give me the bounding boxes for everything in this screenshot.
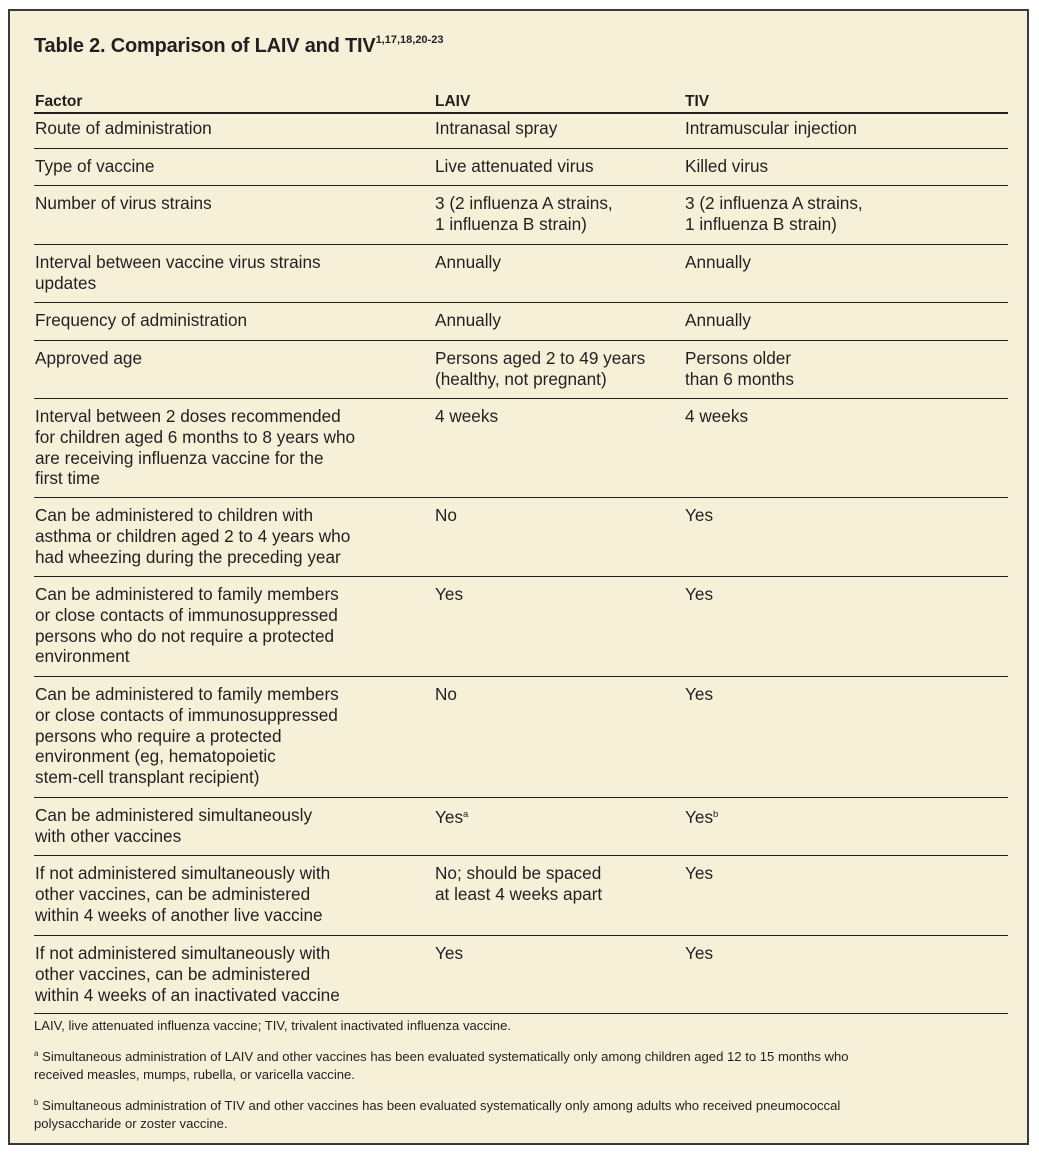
tiv-cell: Persons older than 6 months [685, 348, 794, 389]
factor-cell: Interval between 2 doses recommended for children aged 6 months to 8 years who are receiving influenza vaccine for the first time [35, 406, 356, 489]
table-row [34, 798, 1008, 856]
header-factor: Factor [35, 93, 83, 110]
footnote-a-text: Simultaneous administration of LAIV and other vaccines has been evaluated systematically only among children aged 12 to 15 months who received measles, mumps, rubella, or varicella vaccine. [34, 1048, 849, 1082]
table-header-row [34, 83, 1008, 114]
table-frame [8, 9, 1029, 1145]
tiv-cell: Annually [685, 252, 751, 272]
header-tiv: TIV [685, 93, 710, 110]
tiv-cell: 3 (2 influenza A strains, 1 influenza B strain) [685, 193, 863, 234]
table-row [34, 303, 1008, 341]
tiv-cell: Killed virus [685, 156, 769, 176]
factor-cell: Type of vaccine [35, 156, 155, 176]
footnote-a-mark: a [34, 1048, 39, 1058]
factor-cell: Can be administered to family members or close contacts of immunosuppressed persons who do not require a protected environment [35, 584, 339, 667]
tiv-cell: Yes [685, 584, 714, 604]
tiv-cell: Intramuscular injection [685, 118, 857, 138]
abbreviations-note: LAIV, live attenuated influenza vaccine; TIV, trivalent inactivated influenza vaccine. [34, 1018, 512, 1033]
table-row [34, 399, 1008, 498]
tiv-value: Yes [685, 807, 714, 827]
footnote-b [34, 1094, 994, 1134]
tiv-cell: 4 weeks [685, 406, 749, 426]
table-row [34, 114, 1008, 149]
laiv-cell: Persons aged 2 to 49 years (healthy, not pregnant) [435, 348, 646, 389]
laiv-cell: Yes [435, 943, 464, 963]
footnote-b-mark: b [34, 1097, 39, 1107]
table-title [34, 34, 443, 58]
table-row [34, 677, 1008, 798]
factor-cell: Can be administered to children with asthma or children aged 2 to 4 years who had wheezing during the preceding year [35, 505, 351, 567]
title-references: 1,17,18,20-23 [375, 34, 444, 46]
header-laiv: LAIV [435, 93, 471, 110]
factor-cell: If not administered simultaneously with other vaccines, can be administered within 4 weeks of another live vaccine [35, 863, 331, 925]
factor-cell: Can be administered to family members or close contacts of immunosuppressed persons who require a protected environment (eg, hematopoietic stem-cell transplant recipient) [35, 684, 339, 788]
tiv-cell: Annually [685, 310, 751, 330]
table-row [34, 856, 1008, 936]
tiv-cell [685, 805, 985, 828]
table-row [34, 149, 1008, 186]
tiv-cell: Yes [685, 863, 714, 883]
laiv-value: Yes [435, 807, 464, 827]
laiv-cell [435, 805, 680, 828]
laiv-cell: No [435, 505, 457, 525]
laiv-cell: No; should be spaced at least 4 weeks apart [435, 863, 603, 904]
factor-cell: If not administered simultaneously with other vaccines, can be administered within 4 weeks of an inactivated vaccine [35, 943, 340, 1005]
factor-cell: Interval between vaccine virus strains updates [35, 252, 321, 293]
factor-cell: Frequency of administration [35, 310, 248, 330]
factor-cell: Approved age [35, 348, 143, 368]
table-row [34, 936, 1008, 1014]
factor-cell: Number of virus strains [35, 193, 212, 213]
table-title-text: Table 2. Comparison of LAIV and TIV [34, 35, 376, 57]
laiv-cell: Yes [435, 584, 464, 604]
laiv-cell: 3 (2 influenza A strains, 1 influenza B strain) [435, 193, 613, 234]
factor-cell: Route of administration [35, 118, 212, 138]
table-footnotes [34, 1017, 994, 1143]
tiv-cell: Yes [685, 505, 714, 525]
footnote-marker-a: a [463, 809, 469, 820]
table-row [34, 498, 1008, 577]
tiv-cell: Yes [685, 943, 714, 963]
laiv-cell: 4 weeks [435, 406, 499, 426]
laiv-cell: Intranasal spray [435, 118, 558, 138]
footnote-a [34, 1045, 994, 1085]
footnote-marker-b: b [713, 809, 719, 820]
laiv-cell: Annually [435, 310, 501, 330]
laiv-cell: Annually [435, 252, 501, 272]
table-row [34, 186, 1008, 245]
laiv-cell: Live attenuated virus [435, 156, 594, 176]
table-row [34, 577, 1008, 677]
table-row [34, 245, 1008, 303]
comparison-table [34, 83, 1008, 1014]
factor-cell: Can be administered simultaneously with other vaccines [35, 805, 313, 846]
laiv-cell: No [435, 684, 457, 704]
footnote-b-text: Simultaneous administration of TIV and other vaccines has been evaluated systematically only among adults who received pneumococcal polysaccharide or zoster vaccine. [34, 1097, 841, 1131]
tiv-cell: Yes [685, 684, 714, 704]
table-row [34, 341, 1008, 399]
